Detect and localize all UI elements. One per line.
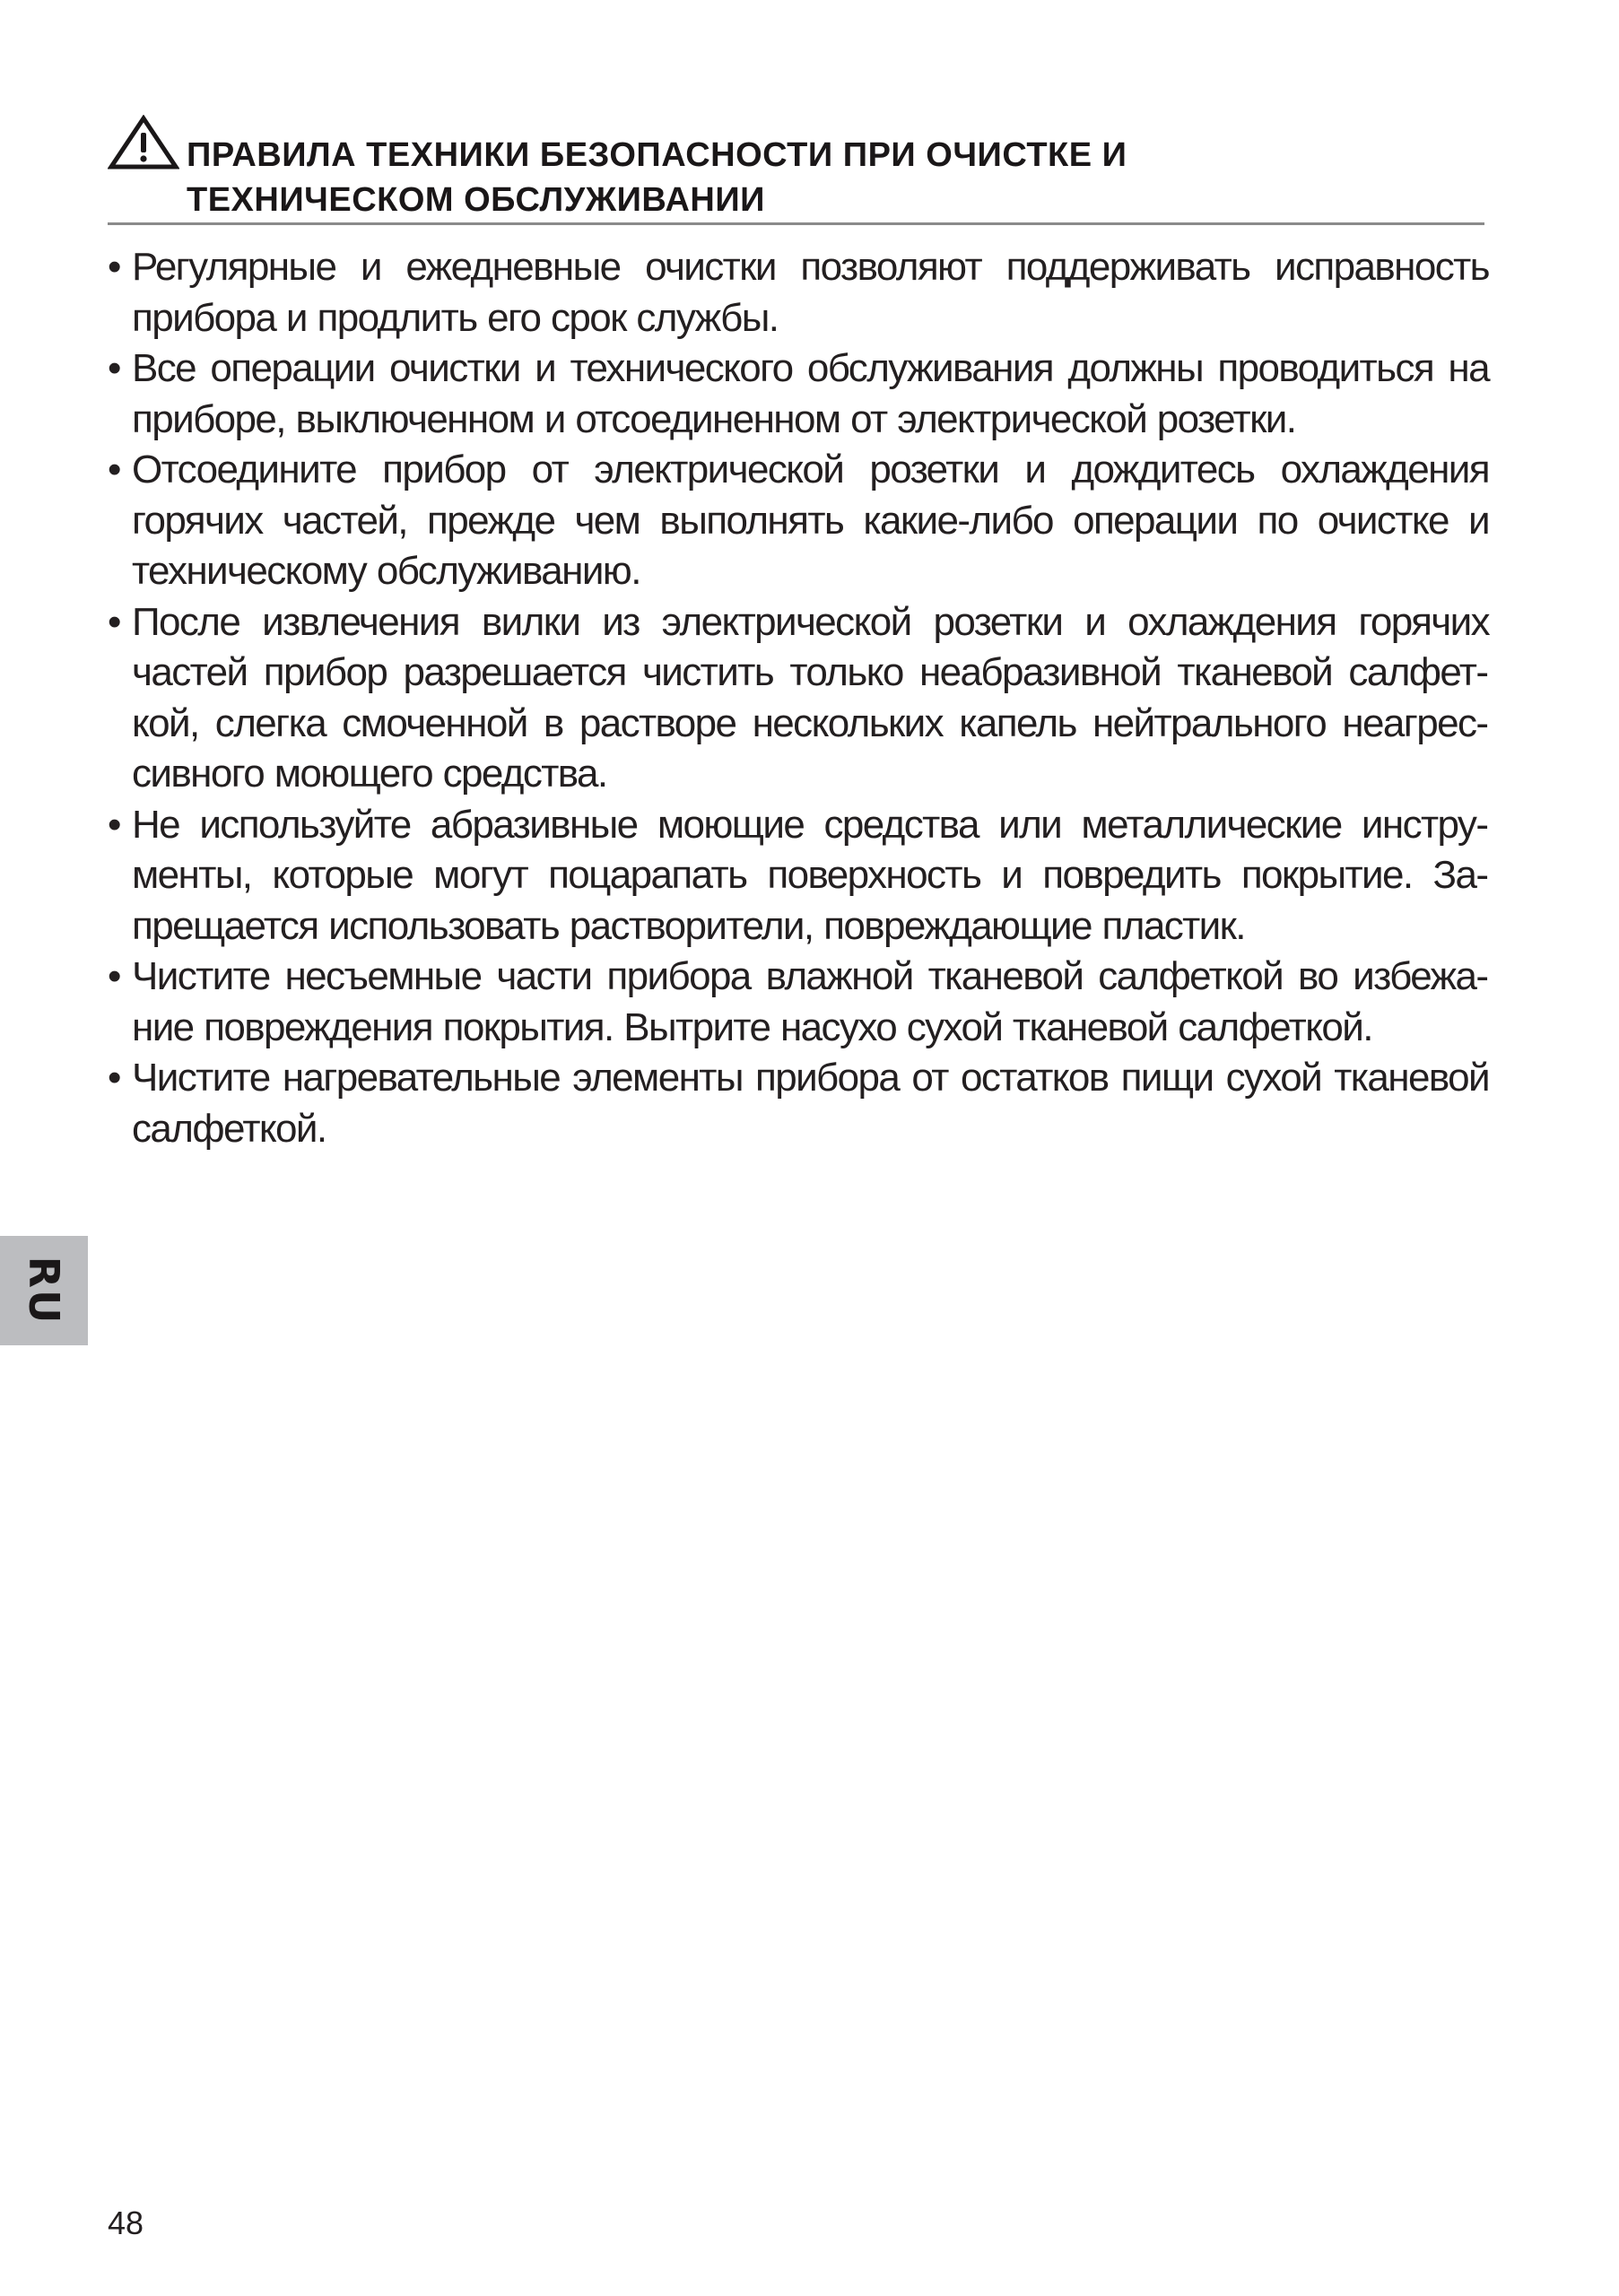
list-item-text: После извлечения вилки из электрической розетки и охлаждения горячих частей прибор разрешается чистить только неабразивной тканевой салфеткой, слегка смоченной в растворе нескольких капель нейтрального неагрессивного моющего средства.: [132, 599, 1489, 796]
safety-rules-list: [108, 242, 1489, 1154]
list-item-text: Не используйте абразивные моющие средства или металлические инструменты, которые могут поцарапать поверхность и повредить покрытие. Запрещается использовать растворители, повреждающие пластик.: [132, 802, 1489, 948]
list-item-text: Чистите нагревательные элементы прибора от остатков пищи сухой тканевой салфеткой.: [132, 1056, 1489, 1151]
language-tab: [0, 1236, 88, 1345]
list-item-text: Отсоедините прибор от электрической розетки и дождитесь охлаждения горячих частей, прежде чем выполнять какие-либо операции по очистке и техническому обслуживанию.: [132, 448, 1489, 593]
list-item: [108, 445, 1489, 597]
list-item: [108, 597, 1489, 800]
list-item-text: Чистите несъемные части прибора влажной тканевой салфеткой во избежание повреждения покрытия. Вытрите насухо сухой тканевой салфеткой.: [132, 954, 1489, 1049]
bullet-icon: •: [108, 1056, 120, 1100]
warning-triangle-icon: [108, 115, 179, 170]
bullet-icon: •: [108, 346, 120, 390]
language-tab-label: RU: [20, 1256, 68, 1326]
bullet-icon: •: [108, 448, 120, 491]
list-item: [108, 344, 1489, 445]
bullet-icon: •: [108, 802, 120, 847]
heading-divider: [108, 222, 1484, 225]
section-title: [187, 133, 1442, 222]
bullet-icon: •: [108, 599, 120, 644]
section-title-line-2: ТЕХНИЧЕСКОМ ОБСЛУЖИВАНИИ: [187, 181, 765, 219]
list-item: [108, 242, 1489, 344]
page-number: 48: [108, 2205, 144, 2241]
list-item: [108, 952, 1489, 1053]
section-title-line-1: ПРАВИЛА ТЕХНИКИ БЕЗОПАСНОСТИ ПРИ ОЧИСТКЕ И: [187, 136, 1127, 174]
bullet-icon: •: [108, 954, 120, 998]
list-item: [108, 1053, 1489, 1154]
bullet-icon: •: [108, 245, 120, 289]
list-item: [108, 800, 1489, 952]
list-item-text: Все операции очистки и технического обслуживания должны проводиться на приборе, выключенном и отсоединенном от электрической розетки.: [132, 346, 1489, 441]
list-item-text: Регулярные и ежедневные очистки позволяют поддерживать исправность прибора и продлить его срок службы.: [132, 245, 1489, 340]
